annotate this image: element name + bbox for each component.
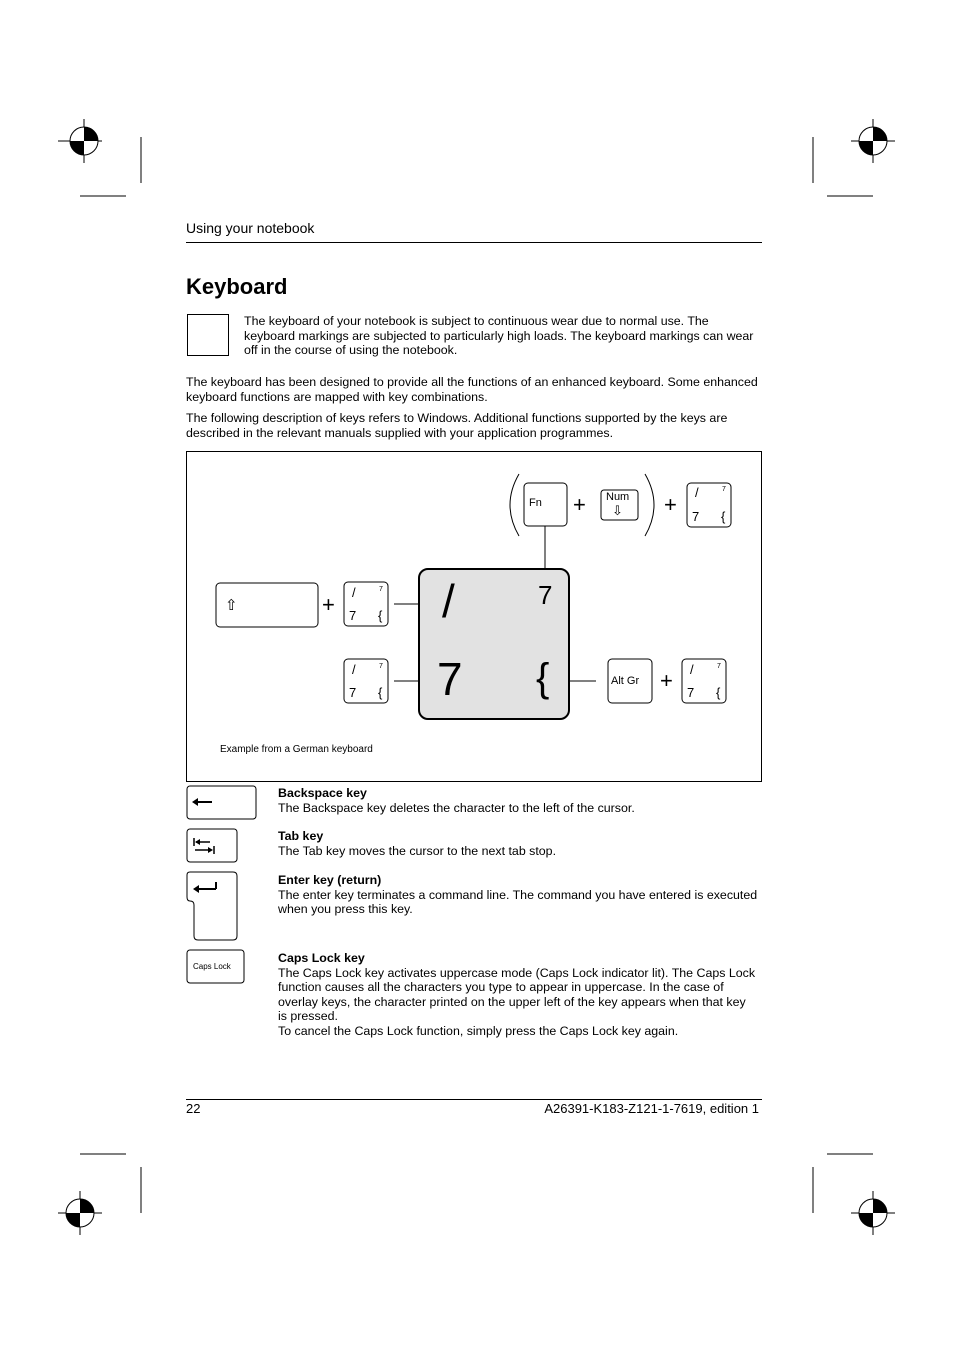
key-legend: 7 [692,509,700,524]
big-key-legend: / [442,575,455,627]
key-icons [186,785,261,990]
footer-rule [186,1099,762,1100]
capslock-keycap-label: Caps Lock [193,962,231,971]
key-legend: 7 [379,663,383,670]
arrow-down-icon: ⇩ [612,503,623,518]
document-id: A26391-K183-Z121-1-7619, edition 1 [544,1101,759,1116]
intro-paragraph: The keyboard has been designed to provide all the functions of an enhanced keyboard. Some enhanced keyboard functions are mapped with key combinations. [186,375,758,404]
altgr-key-label: Alt Gr [611,675,640,687]
key-legend: { [716,685,721,700]
key-text: The Tab key moves the cursor to the next tab stop. [278,843,557,858]
note-text: The keyboard of your notebook is subject to continuous wear due to normal use. The keyboard markings are subjected to particularly high loads. The keyboard markings can wear off in the course of using the notebook. [244,314,754,358]
enter-description [278,873,758,917]
key-legend: 7 [349,608,357,623]
running-header: Using your notebook [186,220,315,236]
key-legend: / [690,662,694,677]
plus-sign: + [573,492,586,517]
note-icon [187,314,229,356]
description-paragraph: The following description of keys refers to Windows. Additional functions supported by the keys are described in the relevant manuals supplied with your application programmes. [186,411,728,440]
key-legend: / [352,662,356,677]
enter-key-icon [187,872,237,940]
key-text: To cancel the Caps Lock function, simply press the Caps Lock key again. [278,1023,679,1038]
backspace-description [278,786,758,815]
key-heading: Tab key [278,829,324,843]
key-heading: Enter key (return) [278,873,382,887]
fn-key-label: Fn [529,497,542,509]
capslock-description [278,951,758,1039]
key-legend: { [378,608,383,623]
page-title: Keyboard [186,274,288,299]
page-number: 22 [186,1101,201,1116]
key-legend: { [378,685,383,700]
plus-sign: + [664,492,677,517]
key-legend: 7 [379,586,383,593]
big-key-legend: 7 [437,653,463,705]
key-legend: 7 [722,486,726,493]
left-paren [510,474,519,536]
tab-description [278,829,758,858]
key-text: The Caps Lock key activates uppercase mode (Caps Lock indicator lit). The Caps Lock function causes all the characters you type to appear in uppercase. In the case of overlay keys, the character printed on the upper left of the key appears when that key is pressed. [278,965,756,1024]
header-rule [186,242,762,243]
diagram-caption: Example from a German keyboard [220,744,373,755]
num-key-label: Num [606,491,630,503]
key-heading: Backspace key [278,786,367,800]
key-legend: 7 [349,685,357,700]
plus-sign: + [322,592,335,617]
key-text: The enter key terminates a command line. The command you have entered is executed when you press this key. [278,887,758,917]
key-text: The Backspace key deletes the character to the left of the cursor. [278,800,635,815]
key-legend: 7 [687,685,695,700]
key-legend: / [695,485,699,500]
big-key-legend: 7 [538,580,553,610]
plus-sign: + [660,668,673,693]
key-legend: / [352,585,356,600]
big-key-legend: { [536,656,550,700]
key-legend: 7 [717,663,721,670]
shift-icon: ⇧ [225,597,238,614]
key-legend: { [721,509,726,524]
key-heading: Caps Lock key [278,951,365,965]
right-paren [645,474,654,536]
keyboard-diagram [186,451,762,782]
